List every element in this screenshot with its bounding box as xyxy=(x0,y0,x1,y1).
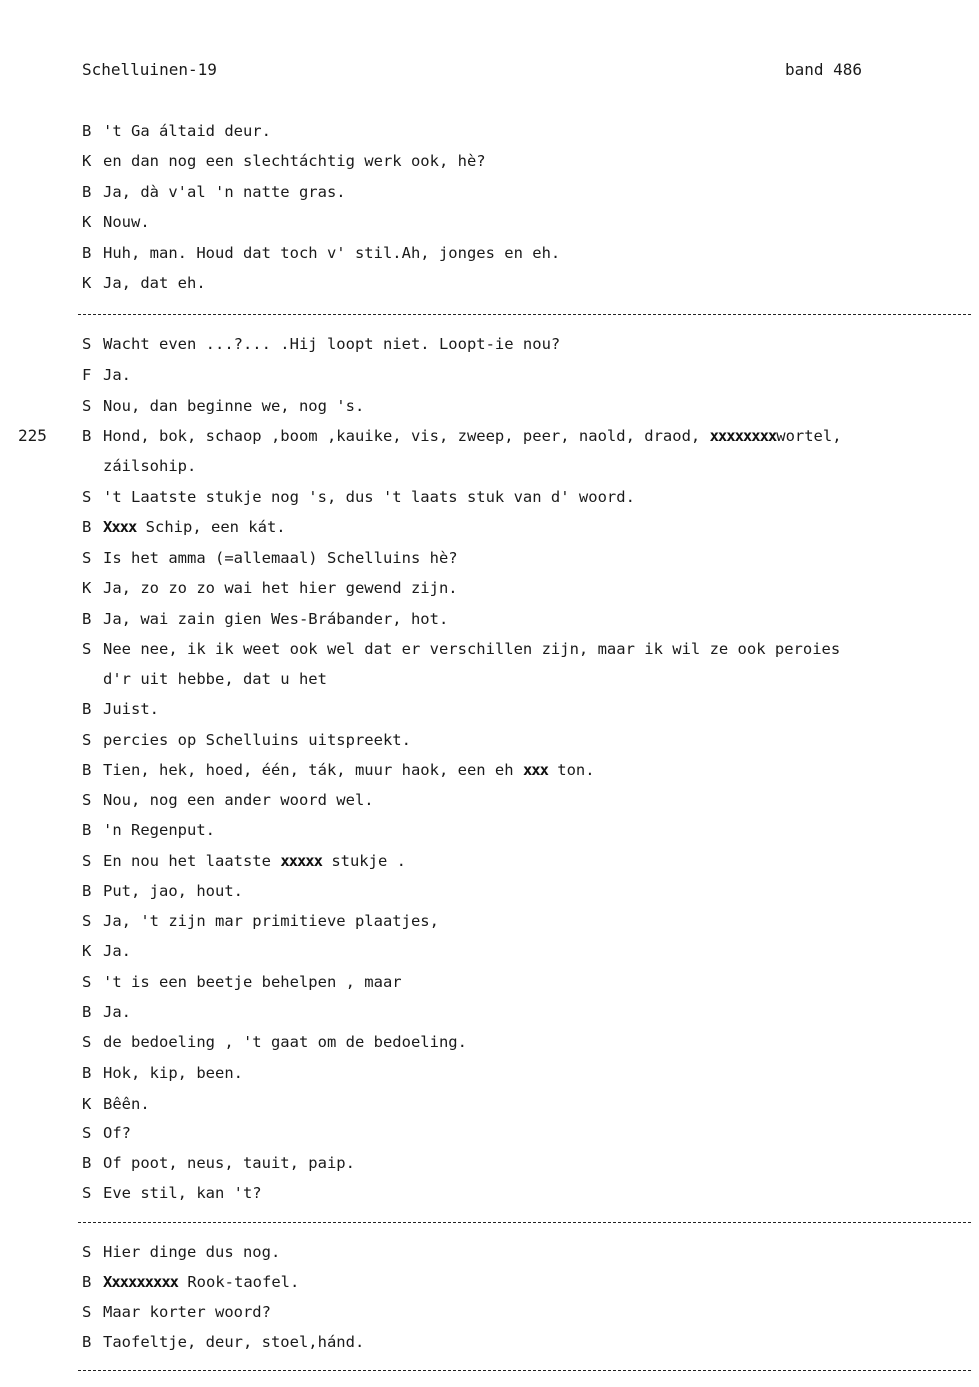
dialogue-line xyxy=(82,120,962,142)
utterance: Ja, 't zijn mar primitieve plaatjes, xyxy=(103,912,439,930)
speaker: B xyxy=(82,1273,92,1291)
speaker: S xyxy=(82,1243,92,1261)
dialogue-line xyxy=(82,1301,962,1323)
dialogue-line xyxy=(82,1062,962,1084)
dialogue-line xyxy=(82,608,962,630)
dialogue-line-continuation xyxy=(103,668,979,690)
utterance: Hond, bok, schaop ,boom ,kauike, vis, zweep, peer, naold, draod, xyxy=(103,427,710,445)
speaker: B xyxy=(82,821,92,839)
dialogue-line xyxy=(82,1182,962,1204)
speaker: K xyxy=(82,1095,92,1113)
speaker: S xyxy=(82,912,92,930)
speaker: S xyxy=(82,397,92,415)
speaker: K xyxy=(82,274,92,292)
dialogue-line xyxy=(82,910,962,932)
dialogue-line xyxy=(82,211,962,233)
utterance: Ja, zo zo zo wai het hier gewend zijn. xyxy=(103,579,458,597)
utterance: Nouw. xyxy=(103,213,150,231)
speaker: B xyxy=(82,427,92,445)
dialogue-line xyxy=(82,1271,962,1293)
utterance: Is het amma (=allemaal) Schelluins hè? xyxy=(103,549,458,567)
speaker: B xyxy=(82,761,92,779)
dialogue-line xyxy=(82,181,962,203)
dialogue-line xyxy=(82,1093,962,1115)
utterance: 't Laatste stukje nog 's, dus 't laats stuk van d' woord. xyxy=(103,488,635,506)
dialogue-line xyxy=(82,759,962,781)
struck-out-text: Xxxxxxxxx xyxy=(103,1273,178,1291)
dialogue-line xyxy=(82,1122,962,1144)
speaker: B xyxy=(82,1003,92,1021)
utterance-continued: ton. xyxy=(547,761,595,779)
utterance-continued: stukje . xyxy=(321,852,406,870)
utterance: 'n Regenput. xyxy=(103,821,215,839)
speaker: K xyxy=(82,213,92,231)
speaker: K xyxy=(82,152,92,170)
utterance: Nou, dan beginne we, nog 's. xyxy=(103,397,365,415)
utterance: en dan nog een slechtáchtig werk ook, hè? xyxy=(103,152,486,170)
dialogue-line xyxy=(82,789,962,811)
dialogue-line xyxy=(82,1331,962,1353)
speaker: B xyxy=(82,518,92,536)
speaker: B xyxy=(82,700,92,718)
speaker: B xyxy=(82,1064,92,1082)
utterance: Bêên. xyxy=(103,1095,150,1113)
utterance: Hier dinge dus nog. xyxy=(103,1243,281,1261)
speaker: B xyxy=(82,183,92,201)
speaker: S xyxy=(82,488,92,506)
header-tape-number: band 486 xyxy=(785,60,863,79)
dialogue-line xyxy=(82,150,962,172)
dialogue-line xyxy=(82,547,962,569)
struck-out-text: xxx xyxy=(522,761,548,779)
struck-out-text: xxxxxxxx xyxy=(709,427,777,445)
speaker: S xyxy=(82,1124,92,1142)
dialogue-line xyxy=(82,242,962,264)
utterance: Taofeltje, deur, stoel,hánd. xyxy=(103,1333,365,1351)
dialogue-line xyxy=(82,1001,962,1023)
speaker: S xyxy=(82,1033,92,1051)
speaker: B xyxy=(82,122,92,140)
utterance: Nee nee, ik ik weet ook wel dat er verschillen zijn, maar ik wil ze ook peroies xyxy=(103,640,841,658)
speaker: S xyxy=(82,335,92,353)
speaker: S xyxy=(82,731,92,749)
utterance: Nou, nog een ander woord wel. xyxy=(103,791,374,809)
dialogue-line xyxy=(82,486,962,508)
dialogue-line xyxy=(82,971,962,993)
dialogue-line xyxy=(82,364,962,386)
speaker: S xyxy=(82,1303,92,1321)
dialogue-line xyxy=(82,638,962,660)
utterance: Ja, dà v'al 'n natte gras. xyxy=(103,183,346,201)
utterance: Ja, wai zain gien Wes-Brábander, hot. xyxy=(103,610,449,628)
speaker: K xyxy=(82,579,92,597)
dialogue-line xyxy=(82,940,962,962)
utterance: 't is een beetje behelpen , maar xyxy=(103,973,402,991)
utterance: Huh, man. Houd dat toch v' stil.Ah, jonges en eh. xyxy=(103,244,561,262)
utterance: percies op Schelluins uitspreekt. xyxy=(103,731,411,749)
speaker: K xyxy=(82,942,92,960)
speaker: S xyxy=(82,1184,92,1202)
utterance: Of poot, neus, tauit, paip. xyxy=(103,1154,355,1172)
utterance: Schip, een kát. xyxy=(136,518,286,536)
speaker: S xyxy=(82,549,92,567)
utterance: Hok, kip, been. xyxy=(103,1064,243,1082)
dialogue-line xyxy=(82,729,962,751)
speaker: B xyxy=(82,244,92,262)
dialogue-line xyxy=(82,1152,962,1174)
section-divider xyxy=(78,1370,971,1371)
utterance: Ja. xyxy=(103,366,131,384)
speaker: S xyxy=(82,852,92,870)
dialogue-line xyxy=(82,577,962,599)
dialogue-line xyxy=(82,516,962,538)
speaker: B xyxy=(82,1154,92,1172)
speaker: B xyxy=(82,1333,92,1351)
utterance: Ja. xyxy=(103,1003,131,1021)
dialogue-line xyxy=(82,333,962,355)
speaker: S xyxy=(82,791,92,809)
utterance: Maar korter woord? xyxy=(103,1303,271,1321)
utterance: d'r uit hebbe, dat u het xyxy=(103,670,327,688)
dialogue-line xyxy=(82,819,962,841)
dialogue-line xyxy=(82,1241,962,1263)
utterance: Ja. xyxy=(103,942,131,960)
utterance: de bedoeling , 't gaat om de bedoeling. xyxy=(103,1033,467,1051)
utterance: Tien, hek, hoed, één, ták, muur haok, een eh xyxy=(103,761,523,779)
utterance: Of? xyxy=(103,1124,131,1142)
header-title: Schelluinen-19 xyxy=(82,60,217,79)
speaker: B xyxy=(82,882,92,900)
utterance: záilsohip. xyxy=(103,457,197,475)
utterance: 't Ga áltaid deur. xyxy=(103,122,271,140)
utterance: Juist. xyxy=(103,700,159,718)
struck-out-text: xxxxx xyxy=(280,852,322,870)
dialogue-line xyxy=(82,1031,962,1053)
section-divider xyxy=(78,1222,971,1223)
dialogue-line xyxy=(82,850,962,872)
dialogue-line xyxy=(82,395,962,417)
utterance-continued: wortel, xyxy=(776,427,842,445)
utterance: En nou het laatste xyxy=(103,852,281,870)
speaker: S xyxy=(82,640,92,658)
dialogue-line xyxy=(82,698,962,720)
speaker: S xyxy=(82,973,92,991)
section-divider xyxy=(78,314,971,315)
dialogue-line xyxy=(82,880,962,902)
utterance: Put, jao, hout. xyxy=(103,882,243,900)
utterance: Wacht even ...?... .Hij loopt niet. Loopt-ie nou? xyxy=(103,335,561,353)
dialogue-line xyxy=(82,425,962,447)
speaker: B xyxy=(82,610,92,628)
struck-out-text: Xxxx xyxy=(103,518,137,536)
dialogue-line-continuation xyxy=(103,455,979,477)
speaker: F xyxy=(82,366,92,384)
margin-line-number: 225 xyxy=(18,426,47,445)
dialogue-line xyxy=(82,272,962,294)
utterance: Eve stil, kan 't? xyxy=(103,1184,262,1202)
utterance: Rook-taofel. xyxy=(178,1273,300,1291)
utterance: Ja, dat eh. xyxy=(103,274,206,292)
